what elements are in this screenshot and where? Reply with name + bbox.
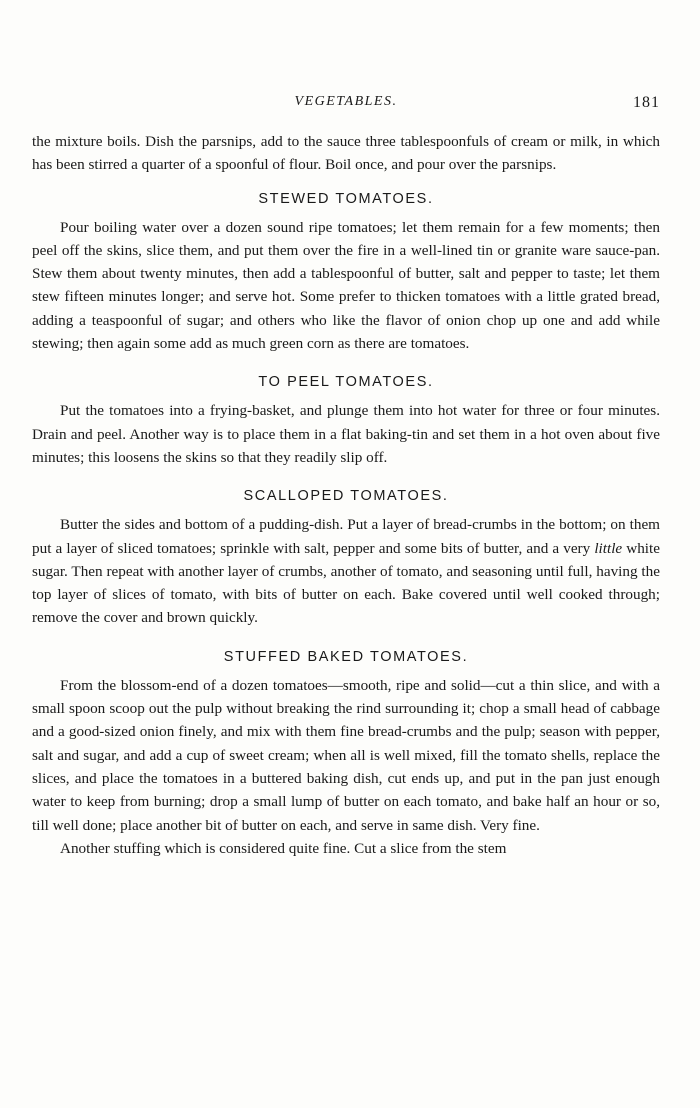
heading-stuffed-baked-tomatoes: STUFFED BAKED TOMATOES. bbox=[223, 648, 469, 665]
heading-to-peel-tomatoes: TO PEEL TOMATOES. bbox=[258, 374, 434, 391]
page-body bbox=[32, 130, 660, 860]
intro-paragraph: the mixture boils. Dish the parsnips, add to the sauce three tablespoonfuls of cream or milk, in which has been stirred a quarter of a spoonful of flour. Boil once, and pour over the parsnips. bbox=[32, 133, 660, 174]
paragraph-scalloped-tomatoes bbox=[32, 513, 660, 629]
running-head bbox=[32, 94, 660, 118]
scalloped-text-emphasis: little bbox=[594, 539, 623, 557]
heading-stewed-tomatoes: STEWED TOMATOES. bbox=[258, 190, 434, 207]
paragraph-stuffed-baked-tomatoes: From the blossom-end of a dozen tomatoes—smooth, ripe and solid—cut a thin slice, and with a small spoon scoop out the pulp without breaking the rind surrounding it; chop a small head of cabbage and a good-sized onion finely, and mix with them fine bread-crumbs and the pulp; season with pepper, salt and sugar, and add a cup of sweet cream; when all is well mixed, fill the tomato shells, replace the slices, and place the tomatoes in a buttered baking dish, cut ends up, and put in the pan just enough water to keep from burning; drop a small lump of butter on each tomato, and bake half an hour or so, till well done; place another bit of butter on each, and serve in same dish. Very fine. bbox=[32, 676, 660, 834]
scalloped-text-before: Butter the sides and bottom of a pudding-dish. Put a layer of bread-crumbs in the bottom; on them put a layer of sliced tomatoes; sprinkle with salt, pepper and some bits of butter, and a very bbox=[32, 516, 660, 557]
paragraph-another-stuffing: Another stuffing which is considered quite fine. Cut a slice from the stem bbox=[60, 839, 507, 857]
paragraph-to-peel-tomatoes: Put the tomatoes into a frying-basket, and plunge them into hot water for three or four minutes. Drain and peel. Another way is to place them in a flat baking-tin and set them in a hot oven about five minutes; this loosens the skins so that they readily slip off. bbox=[32, 402, 660, 466]
page-number: 181 bbox=[633, 94, 660, 111]
paragraph-stewed-tomatoes: Pour boiling water over a dozen sound ripe tomatoes; let them remain for a few moments; then peel off the skins, slice them, and put them over the fire in a well-lined tin or granite ware sauce-pan. Stew them about twenty minutes, then add a tablespoonful of butter, salt and pepper to taste; let them stew fifteen minutes longer; and serve hot. Some prefer to thicken tomatoes with a little grated bread, adding a teaspoonful of sugar; and others who like the flavor of onion chop up one and add while stewing; then again some add as much green corn as there are tomatoes. bbox=[32, 218, 660, 353]
scalloped-text-after: white sugar. Then repeat with another layer of crumbs, another of tomato, and seasoning until full, having the top layer of slices of tomato, with bits of butter on each. Bake covered until well cooked through; remove the cover and brown quickly. bbox=[32, 539, 660, 627]
running-title: VEGETABLES. bbox=[294, 94, 398, 109]
heading-scalloped-tomatoes: SCALLOPED TOMATOES. bbox=[243, 488, 449, 505]
